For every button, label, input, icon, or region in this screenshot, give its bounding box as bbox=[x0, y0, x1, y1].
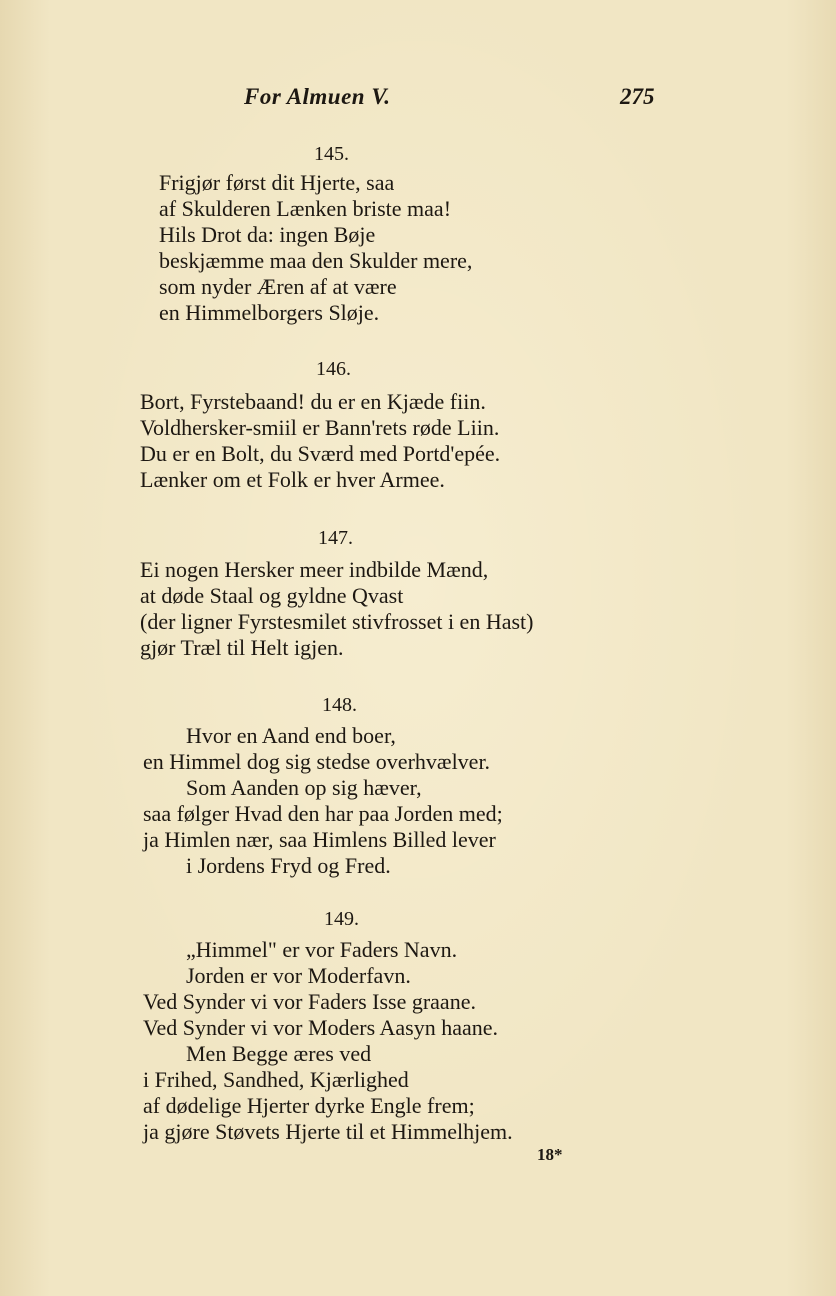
poem-line: Hvor en Aand end boer, bbox=[186, 723, 396, 748]
poem-line: en Himmelborgers Sløje. bbox=[159, 300, 380, 325]
poem-line: Ved Synder vi vor Faders Isse graane. bbox=[143, 989, 476, 1014]
poem-number: 148. bbox=[322, 694, 357, 716]
poem-line: Som Aanden op sig hæver, bbox=[186, 775, 422, 800]
poem-line: „Himmel" er vor Faders Navn. bbox=[186, 937, 458, 962]
poem-line: ja gjøre Støvets Hjerte til et Himmelhjem. bbox=[143, 1119, 513, 1144]
poem-line: gjør Træl til Helt igjen. bbox=[140, 635, 344, 660]
poem-line: at døde Staal og gyldne Qvast bbox=[140, 583, 404, 608]
poem-line: Ved Synder vi vor Moders Aasyn haane. bbox=[143, 1015, 498, 1040]
poem-line: Frigjør først dit Hjerte, saa bbox=[159, 170, 395, 195]
poem-number: 149. bbox=[324, 908, 359, 930]
poem-line: beskjæmme maa den Skulder mere, bbox=[159, 248, 473, 273]
poem-line: Jorden er vor Moderfavn. bbox=[186, 963, 411, 988]
running-title: For Almuen V. bbox=[244, 84, 391, 109]
poem-line: som nyder Æren af at være bbox=[159, 274, 397, 299]
poem-line: Hils Drot da: ingen Bøje bbox=[159, 222, 376, 247]
poem-number: 146. bbox=[316, 358, 351, 380]
poem-line: saa følger Hvad den har paa Jorden med; bbox=[143, 801, 503, 826]
poem-line: Bort, Fyrstebaand! du er en Kjæde fiin. bbox=[140, 389, 486, 414]
poem-line: Lænker om et Folk er hver Armee. bbox=[140, 467, 445, 492]
poem-line: Ei nogen Hersker meer indbilde Mænd, bbox=[140, 557, 489, 582]
poem-line: af dødelige Hjerter dyrke Engle frem; bbox=[143, 1093, 475, 1118]
poem-line: ja Himlen nær, saa Himlens Billed lever bbox=[143, 827, 496, 852]
poem-number: 147. bbox=[318, 527, 353, 549]
page-number: 275 bbox=[620, 84, 655, 109]
signature-mark: 18* bbox=[537, 1145, 563, 1164]
poem-line: Du er en Bolt, du Sværd med Portd'epée. bbox=[140, 441, 501, 466]
poem-line: (der ligner Fyrstesmilet stivfrosset i en Hast) bbox=[140, 609, 534, 634]
poem-line: Men Begge æres ved bbox=[186, 1041, 372, 1066]
poem-line: en Himmel dog sig stedse overhvælver. bbox=[143, 749, 491, 774]
poem-number: 145. bbox=[314, 143, 349, 165]
poem-line: af Skulderen Lænken briste maa! bbox=[159, 196, 452, 221]
poem-line: Voldhersker-smiil er Bann'rets røde Liin. bbox=[140, 415, 500, 440]
poem-line: i Jordens Fryd og Fred. bbox=[186, 853, 391, 878]
poem-line: i Frihed, Sandhed, Kjærlighed bbox=[143, 1067, 409, 1092]
